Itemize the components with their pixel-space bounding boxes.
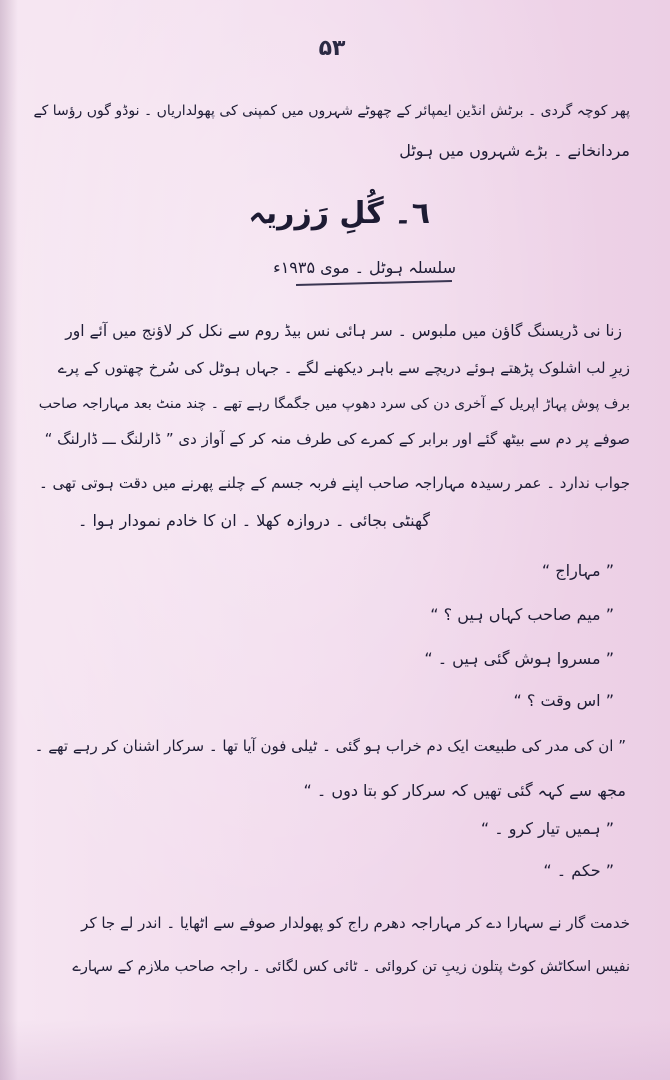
chapter-title: ٦۔ گُلِ رَزریہ [248,196,430,231]
dialogue-line-2: ” میم صاحب کہاں ہیں ؟ “ [430,605,614,624]
intro-line-1: پھر کوچہ گردی ۔ برٹش انڈین ایمپائر کے چھوٹے شہروں میں کمپنی کی پھولداریاں ۔ نوڈو گوں رؤسا کے [33,103,630,119]
dialogue-line-3: ” مسروا ہوش گئی ہیں ۔ “ [424,649,614,668]
body-line-3: برف پوش پہاڑ اپریل کے آخری دن کی سرد دھوپ میں جگمگا رہے تھے ۔ چند منٹ بعد مہاراجہ صاحب [38,396,630,412]
body-line-5: جواب ندارد ۔ عمر رسیدہ مہاراجہ صاحب اپنے فربہ جسم کے چلنے پھرنے میں دقت ہوتی تھی ۔ [38,474,630,492]
chapter-subheading: سلسلہ ہوٹل ۔ موی ۱۹۳۵ء [273,258,456,277]
body-line-10: نفیس اسکاٹش کوٹ پتلون زیبِ تن کروائی ۔ ٹائی کس لگائی ۔ راجہ صاحب ملازم کے سہارے [72,959,630,975]
page-bottom-tint [0,1020,670,1080]
body-line-9: خدمت گار نے سہارا دے کر مہاراجہ دھرم راج کو پھولدار صوفے سے اٹھایا ۔ اندر لے جا کر [81,914,630,932]
page-edge-shadow [0,0,18,1080]
subheading-underline [296,280,452,286]
dialogue-line-1: ” مہاراج “ [541,561,614,580]
dialogue-line-4: ” اس وقت ؟ “ [513,691,614,710]
body-line-2: زیرِ لب اشلوک پڑھتے ہوئے دریچے سے باہر دیکھنے لگے ۔ جہاں ہوٹل کی سُرخ چھتوں کے پرے [57,359,630,377]
body-line-8: مجھ سے کہہ گئی تھیں کہ سرکار کو بتا دوں ۔ “ [303,781,626,800]
body-line-1: زنا نی ڈریسنگ گاؤن میں ملبوس ۔ سر ہائی نس بیڈ روم سے نکل کر لاؤنج میں آئے اور [65,322,622,340]
body-line-4: صوفے پر دم سے بیٹھ گئے اور برابر کے کمرے کی طرف منہ کر کے آواز دی ” ڈارلنگ ـــ ڈارلنگ “ [44,430,630,448]
body-line-7: ” ان کی مدر کی طبیعت ایک دم خراب ہو گئی ۔ ٹیلی فون آیا تھا ۔ سرکار اشنان کر رہے تھے ۔ [34,737,626,755]
dialogue-line-5: ” ہمیں تیار کرو ۔ “ [480,819,614,838]
intro-line-2: مردانخانے ۔ بڑے شہروں میں ہوٹل [399,141,630,160]
page-number: ۵۳ [318,36,346,61]
dialogue-line-6: ” حکم ۔ “ [543,861,614,880]
body-line-6: گھنٹی بجائی ۔ دروازہ کھلا ۔ ان کا خادم نمودار ہوا ۔ [78,511,430,530]
